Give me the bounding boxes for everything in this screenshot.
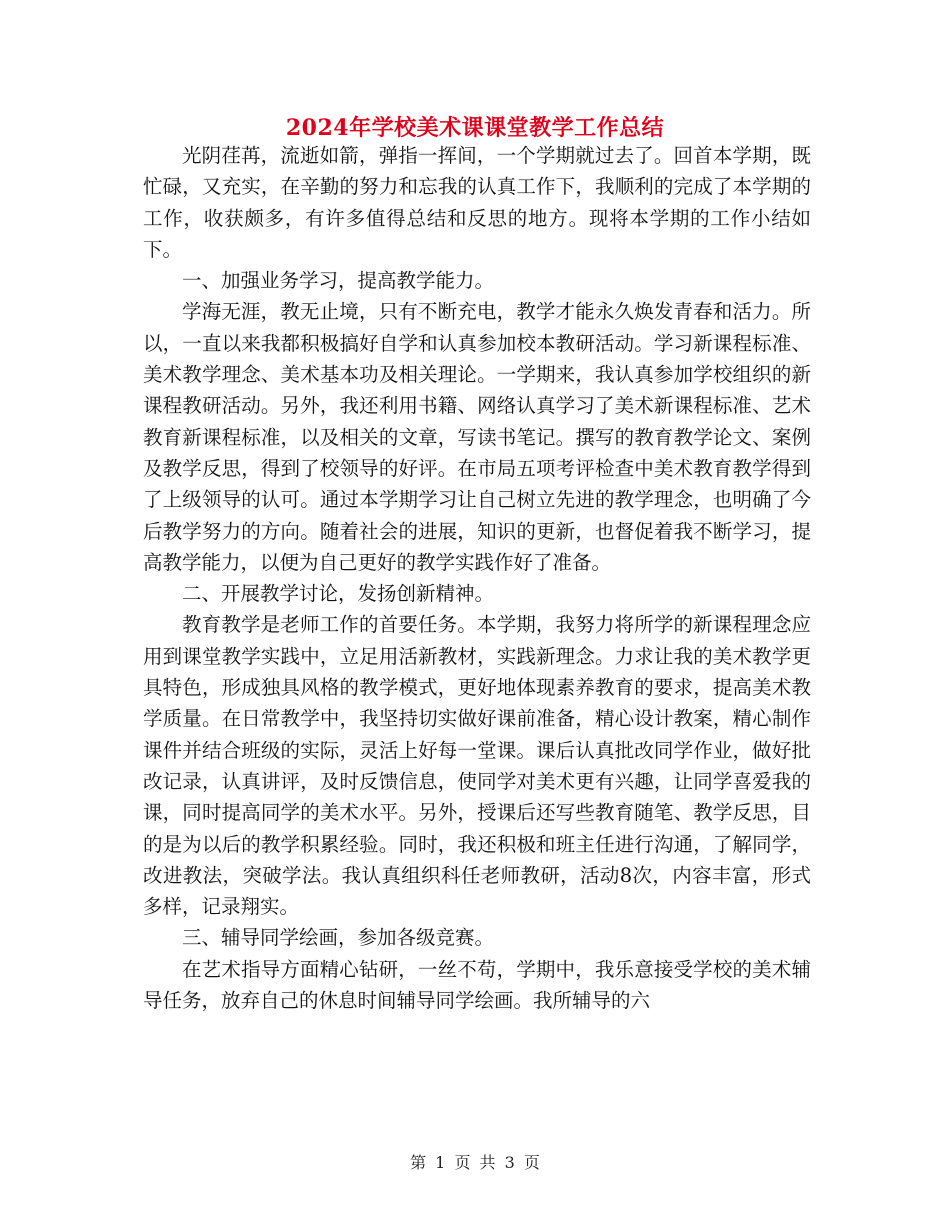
document-title: 2024年学校美术课课堂教学工作总结 [285,115,665,141]
section-heading-2: 二、开展教学讨论，发扬创新精神。 [182,582,495,606]
document-body [143,140,811,1016]
paragraph-section-3: 在艺术指导方面精心钻研，一丝不苟，学期中，我乐意接受学校的美术辅导任务，放弃自己的休息时间辅导同学绘画。我所辅导的六 [143,957,811,1013]
page-number-footer: 第 1 页 共 3 页 [410,1153,540,1172]
section-heading-1: 一、加强业务学习，提高教学能力。 [182,269,495,293]
paragraph-intro: 光阴荏苒，流逝如箭，弹指一挥间，一个学期就过去了。回首本学期，既忙碌，又充实，在辛勤的努力和忘我的认真工作下，我顺利的完成了本学期的工作，收获颇多，有许多值得总结和反思的地方。现将本学期的工作小结如下。 [143,144,811,261]
paragraph-section-2: 教育教学是老师工作的首要任务。本学期，我努力将所学的新课程理念应用到课堂教学实践中，立足用活新教材，实践新理念。力求让我的美术教学更具特色，形成独具风格的教学模式，更好地体现素养教育的要求，提高美术教学质量。在日常教学中，我坚持切实做好课前准备，精心设计教案，精心制作课件并结合班级的实际，灵活上好每一堂课。课后认真批改同学作业，做好批改记录，认真讲评，及时反馈信息，使同学对美术更有兴趣，让同学喜爱我的课，同时提高同学的美术水平。另外，授课后还写些教育随笔、教学反思，目的是为以后的教学积累经验。同时，我还积极和班主任进行沟通，了解同学，改进教法，突破学法。我认真组织科任老师教研，活动8次，内容丰富，形式多样，记录翔实。 [143,613,811,919]
section-heading-3: 三、辅导同学绘画，参加各级竞赛。 [182,926,495,950]
paragraph-section-1: 学海无涯，教无止境，只有不断充电，教学才能永久焕发青春和活力。所以，一直以来我都积极搞好自学和认真参加校本教研活动。学习新课程标准、美术教学理念、美术基本功及相关理论。一学期来，我认真参加学校组织的新课程教研活动。另外，我还利用书籍、网络认真学习了美术新课程标准、艺术教育新课程标准，以及相关的文章，写读书笔记。撰写的教育教学论文、案例及教学反思，得到了校领导的好评。在市局五项考评检查中美术教育教学得到了上级领导的认可。通过本学期学习让自己树立先进的教学理念，也明确了今后教学努力的方向。随着社会的进展，知识的更新，也督促着我不断学习，提高教学能力，以便为自己更好的教学实践作好了准备。 [143,300,811,574]
